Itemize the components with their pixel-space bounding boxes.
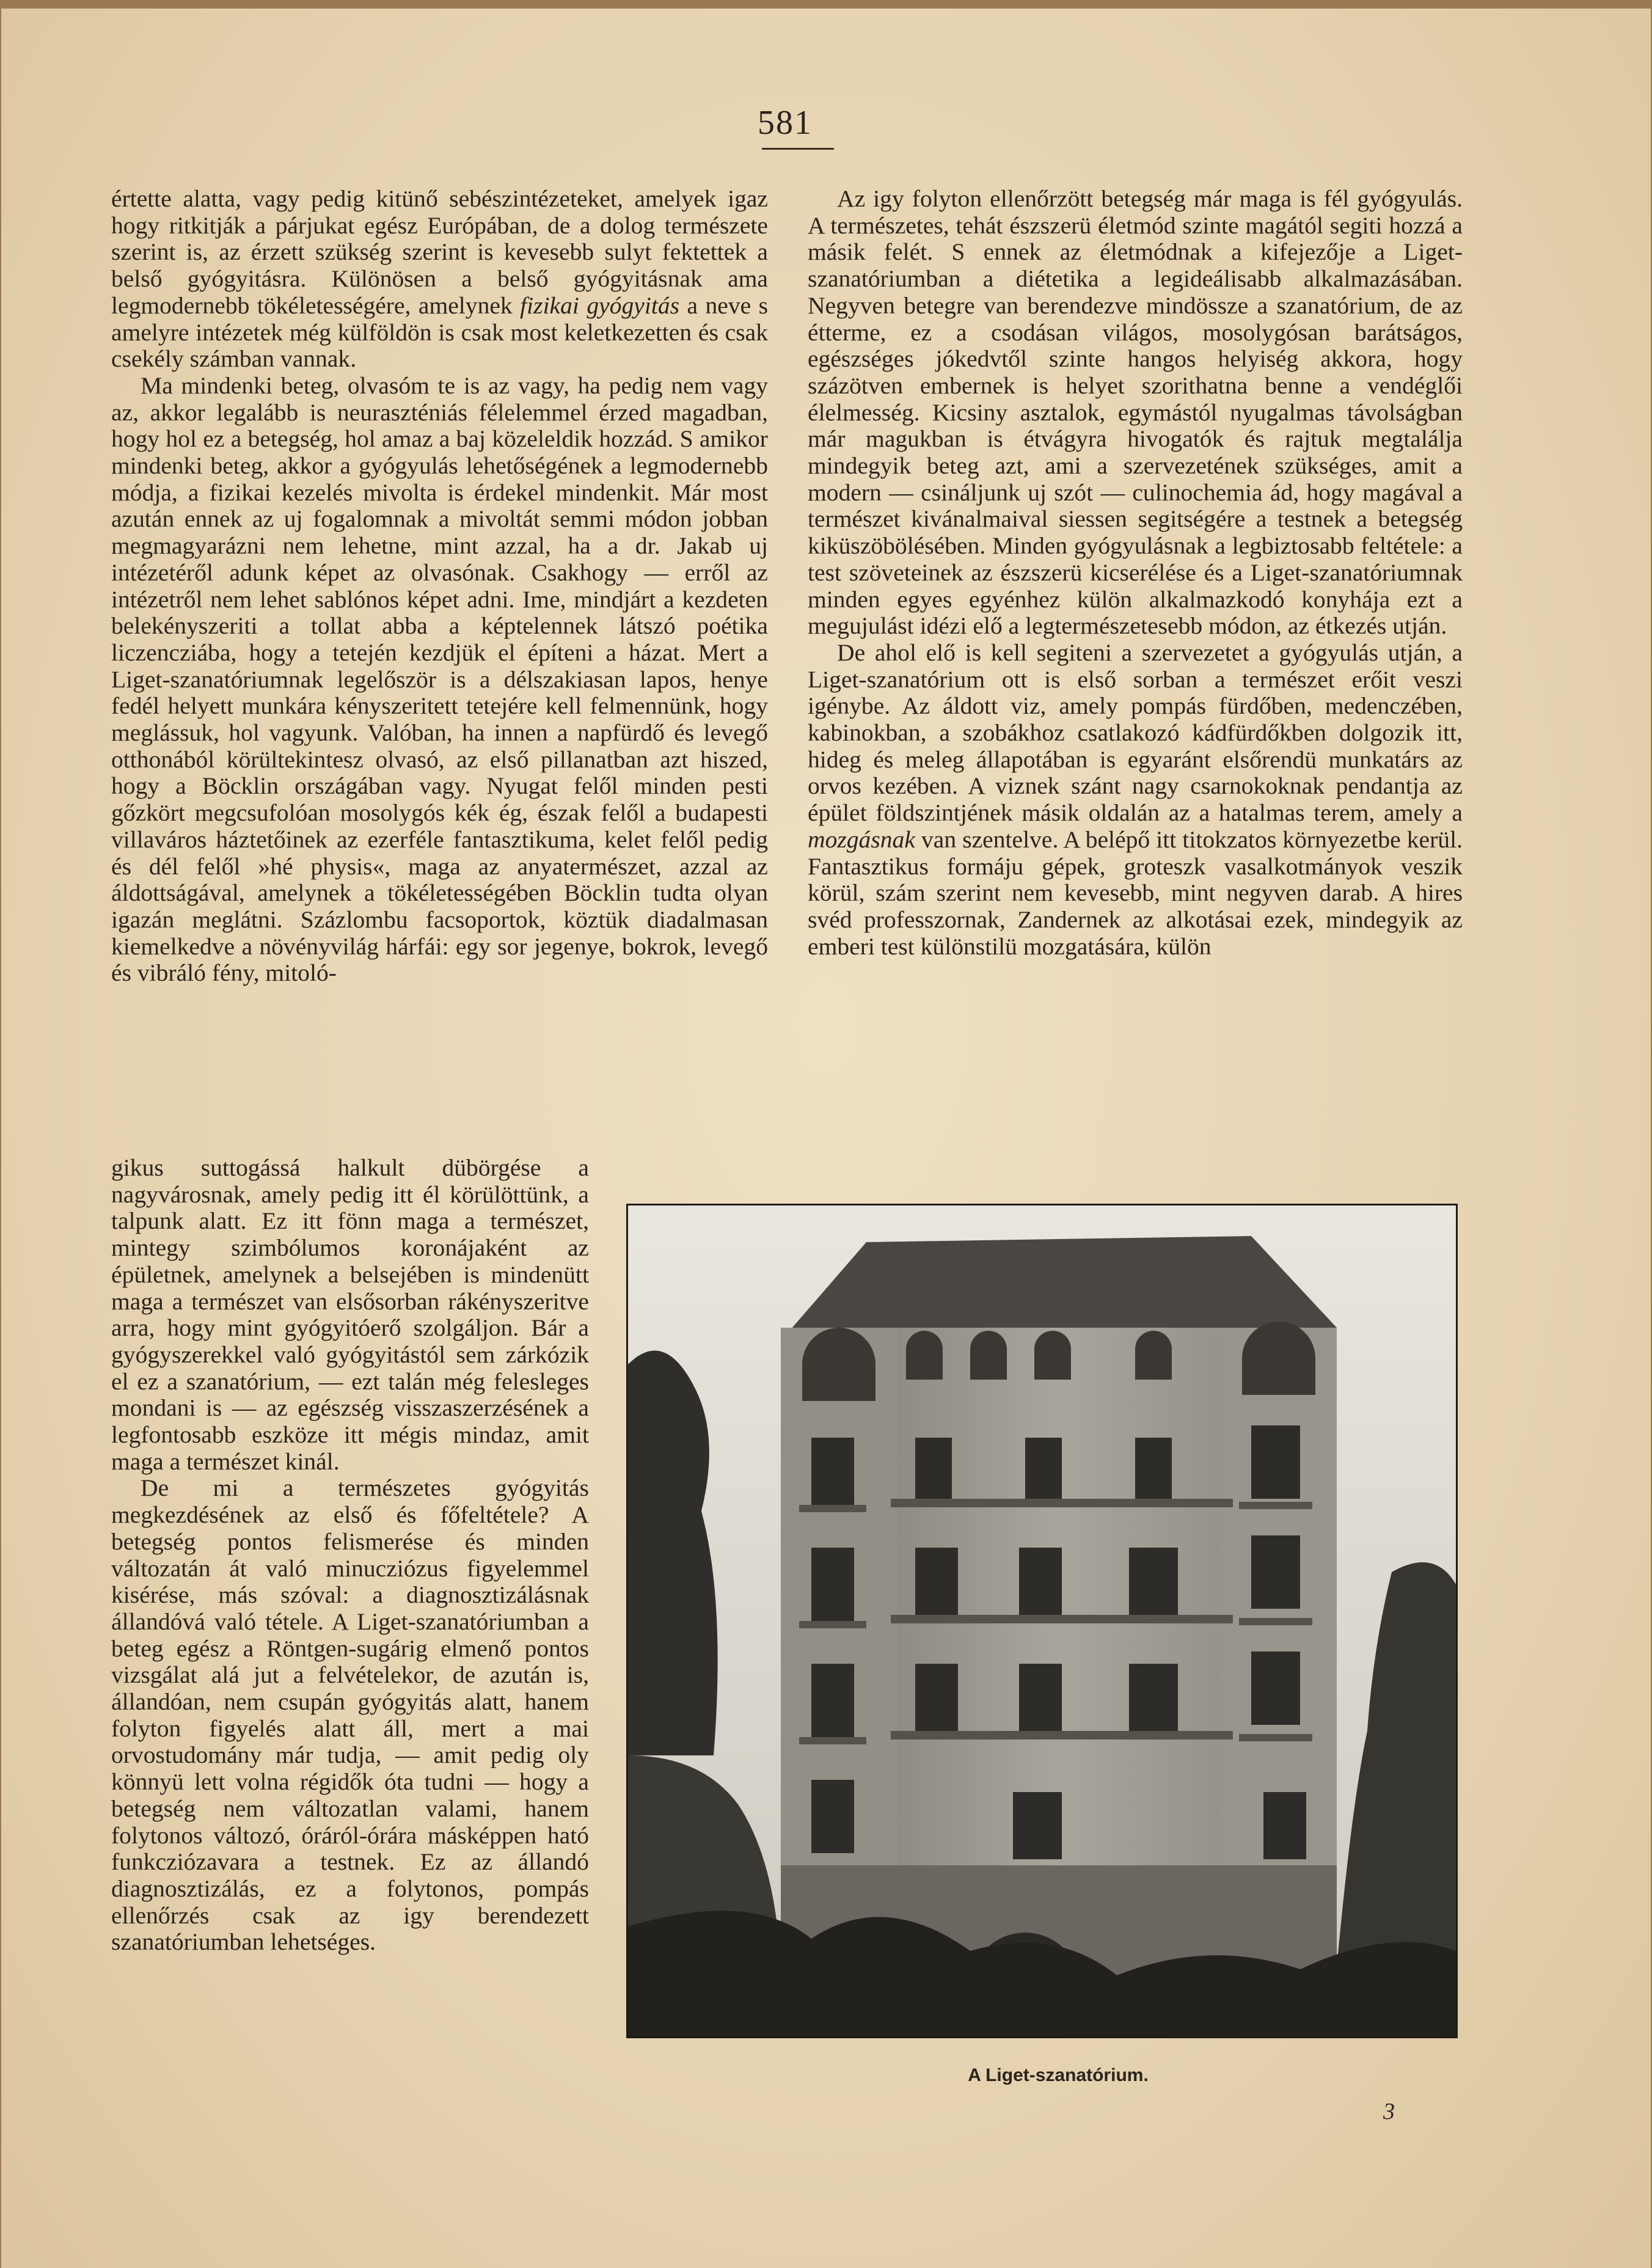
left-column-bottom	[111, 1155, 589, 2096]
paragraph: De mi a természetes gyógyitás megkezdésének az első és főfeltétele? A betegség pontos felismerése és minden változatán át való minucziózus figyelemmel kisérése, más szóval: a diagnosztizálásnak állandóvá való tétele. A Liget-szanatóriumban a beteg egész a Röntgen-sugárig elmenő pontos vizsgálat alá jut a felvételekor, de azután is, állandóan, nem csupán gyógyitás alatt, hanem folyton figyelés alatt áll, mert a mai orvostudomány már tudja, — amit pedig oly könnyü lett volna régidők óta tudni — hogy a betegség nem változatlan valami, hanem folytonos változó, óráról-órára másképpen ható funkcziózavara a testnek. Ez az állandó diagnosztizálás, ez a folytonos, pompás ellenőrzés csak az igy berendezett szanatóriumban lehetséges.	[111, 1474, 589, 1956]
right-column-top	[808, 186, 1463, 1157]
paragraph: Ma mindenki beteg, olvasóm te is az vagy, ha pedig nem vagy az, akkor legalább is neuraszténiás félelemmel érzed magadban, hogy hol ez a betegség, hol amaz a baj közeleldik hozzád. S amikor mindenki beteg, akkor a gyógyulás lehetőségének a legmodernebb módja, a fizikai kezelés mivolta is érdekel mindenkit. Már most azután ennek az uj fogalomnak a mivoltát semmi módon jobban megmagyarázni nem lehetne, mint azzal, ha a dr. Jakab uj intézetéről adunk képet az olvasónak. Csakhogy — erről az intézetről nem lehet sablónos képet adni. Ime, mindjárt a kezdeten belekényszeriti a tollat abba a képtelennek látszó poétika liczencziába, hogy a tetején kezdjük el építeni a házat. Mert a Liget-szanatóriumnak legelőször is a délszakiasan lapos, henye fedél helyett munkára kényszeritett tetejére kell felmennünk, hogy meglássuk, hol vagyunk. Valóban, ha innen a napfürdő és levegő otthonából körültekintesz olvasó, az első pillanatban azt hiszed, hogy a Böcklin országában vagy. Nyugat felől minden pesti gőzkört megcsufolóan mosolygós kék ég, észak felől a budapesti villaváros háztetőinek az ezerféle fantasztikuma, kelet felől pedig és dél felől »hé physis«, maga az anyatermészet, azzal az áldottságával, amelynek a tökéletességében Böcklin tudta olyan igazán meglátni. Százlombu facsoportok, köztük diadalmasan kiemelkedve a növényvilág hárfái: egy sor jegenye, bokrok, levegő és vibráló fény, mitoló-	[111, 371, 768, 987]
paragraph: Az igy folyton ellenőrzött betegség már maga is fél gyógyulás. A természetes, tehát észszerü életmód szinte magától segiti hozzá a másik felét. S ennek az életmódnak a kifejezője a Liget-szanatóriumban a diétetika a legideálisabb alkalmazásában. Negyven betegre van berendezve mindössze a szanatórium, de az étterme, ez a csodásan világos, mosolygósan barátságos, egészséges jókedvtől szinte hangos helyiség akkora, hogy százötven embernek is helyet szorithatna benne a vendéglői élelmesség. Kicsiny asztalok, egymástól nyugalmas távolságban már magukban is étvágyra hivogatók és rajtuk megtalálja mindegyik beteg azt, ami a szervezetének szükséges, amit a modern — csináljunk uj szót — culinochemia ád, hogy magával a természet kivánalmaival siessen segitségére a testnek a betegség kiküszöbölésében. Minden gyógyulásnak a legbiztosabb feltétele: a test szöveteinek az észszerü kicserélése és a Liget-szanatóriumnak minden egyes egyénhez külön alkalmazkodó konyhája ezt a megujulást idézi elő a legtermészetesebb módon, az étkezés utján.	[808, 186, 1463, 640]
building-photo	[626, 1204, 1458, 2038]
emphasis: mozgásnak	[808, 825, 915, 853]
emphasis: fizikai gyógyitás	[520, 291, 680, 319]
text-run: értette alatta, vagy pedig kitünő sebészintézeteket, amelyek igaz hogy ritkitják a párjukat egész Európában, de a dolog természete szerint is, az érzett szükség szerint is kevesebb sulyt fektettek a belső gyógyitásra. Különösen a belső gyógyitásnak ama legmodernebb tökéletességére, amelynek	[111, 186, 768, 319]
left-column-top	[111, 186, 768, 1151]
text-run: De ahol elő is kell segiteni a szervezetet a gyógyulás utján, a Liget-szanatórium ott is első sorban a természet erőit veszi igénybe. Az áldott viz, amely pompás fürdőben, medenczében, kabinokban, a szobákhoz csatlakozó kádfürdőkben dolgozik itt, hideg és meleg állapotában is egyaránt elsőrendü munkatárs az orvos kezében. A viznek szánt nagy csarnokoknak pendantja az épület földszintjének másik oldalán az a hatalmas terem, amely a	[808, 638, 1463, 827]
paragraph	[808, 640, 1463, 960]
page-number-rule	[762, 148, 834, 150]
building-photo-icon	[628, 1205, 1456, 2036]
paragraph: gikus suttogássá halkult dübörgése a nagyvárosnak, amely pedig itt él körülöttünk, a talpunk alatt. Ez itt fönn maga a természet, mintegy szimbólumos koronájaként az épületnek, amelynek a belsejében is mindenütt maga a természet van elsősorban rákényszeritve arra, hogy mint gyógyitóerő szolgáljon. Bár a gyógyszerekkel való gyógyitástól sem zárkózik el ez a szanatórium, — ezt talán még felesleges mondani is — az egészség visszaszerzésének a legfontosabb eszköze itt mégis mindaz, amit maga a természet kinál.	[111, 1155, 589, 1475]
magazine-page	[1, 9, 1651, 2268]
text-run: a neve s amelyre intézetek még külföldön is csak most keletkezetten és csak csekély számban vannak.	[111, 291, 768, 373]
text-run: van szentelve. A belépő itt titokzatos környezetbe kerül. Fantasztikus formáju gépek, groteszk vasalkotmányok veszik körül, szám szerint nem kevesebb, mint negyven darab. A hires svéd professzornak, Zandernek az alkotásai ezek, mindegyik az emberi test különstilü mozgatására, külön	[808, 825, 1463, 960]
signature-mark: 3	[1383, 2099, 1395, 2124]
page-number: 581	[758, 104, 813, 142]
photo-caption: A Liget-szanatórium.	[968, 2065, 1149, 2085]
paragraph	[111, 186, 768, 373]
